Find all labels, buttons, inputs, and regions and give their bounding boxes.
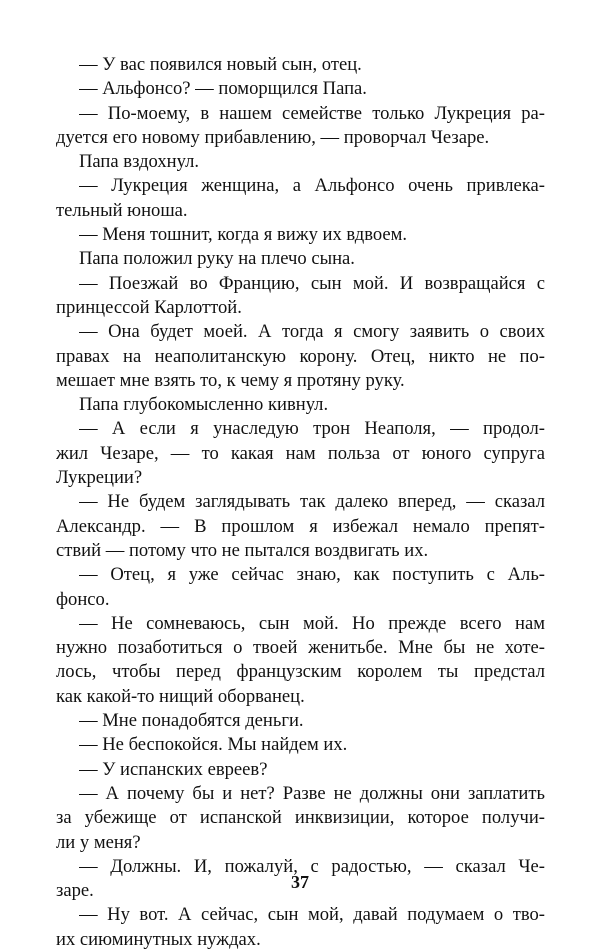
text-line: — Не будем заглядывать так далеко вперед, — сказал bbox=[79, 491, 545, 513]
text-line: — Не сомневаюсь, сын мой. Но прежде всего нам bbox=[79, 612, 545, 634]
page-text bbox=[56, 53, 545, 952]
text-line: — У испанских евреев? bbox=[79, 758, 268, 780]
text-line: — Она будет моей. А тогда я смогу заявить о своих bbox=[79, 321, 545, 343]
text-line: Лукреции? bbox=[56, 467, 143, 489]
text-line: фонсо. bbox=[56, 588, 110, 610]
text-line: — Мне понадобятся деньги. bbox=[79, 710, 304, 732]
text-line: ли у меня? bbox=[56, 831, 141, 853]
text-line: — По-моему, в нашем семействе только Лукреция ра- bbox=[79, 102, 545, 124]
text-line: нужно позаботиться о твоей женитьбе. Мне бы не хоте- bbox=[56, 637, 545, 659]
text-line: принцессой Карлоттой. bbox=[56, 296, 242, 318]
text-line: — Ну вот. А сейчас, сын мой, давай подумаем о тво- bbox=[79, 904, 545, 926]
text-line: лось, чтобы перед французским королем ты предстал bbox=[56, 661, 545, 683]
text-line: как какой-то нищий оборванец. bbox=[56, 685, 305, 707]
text-line: правах на неаполитанскую корону. Отец, никто не по- bbox=[56, 345, 545, 367]
text-line: Папа вздохнул. bbox=[79, 151, 200, 173]
text-line: — Меня тошнит, когда я вижу их вдвоем. bbox=[79, 224, 408, 246]
text-line: Папа положил руку на плечо сына. bbox=[79, 248, 355, 270]
text-line: — А почему бы и нет? Разве не должны они заплатить bbox=[79, 782, 545, 804]
text-line: — Должны. И, пожалуй, с радостью, — сказал Че- bbox=[79, 855, 545, 877]
text-line: жил Чезаре, — то какая нам польза от юного супруга bbox=[56, 442, 545, 464]
text-line: — Отец, я уже сейчас знаю, как поступить с Аль- bbox=[79, 564, 545, 586]
text-line: тельный юноша. bbox=[56, 199, 188, 221]
text-line: — Альфонсо? — поморщился Папа. bbox=[79, 78, 367, 100]
text-line: Александр. — В прошлом я избежал немало препят- bbox=[56, 515, 545, 537]
text-line: — Лукреция женщина, а Альфонсо очень привлека- bbox=[79, 175, 545, 197]
text-line: мешает мне взять то, к чему я протяну руку. bbox=[56, 369, 405, 391]
text-line: заре. bbox=[56, 880, 94, 902]
text-line: — У вас появился новый сын, отец. bbox=[79, 54, 362, 75]
text-line: — А если я унаследую трон Неаполя, — продол- bbox=[79, 418, 545, 440]
text-line: за убежище от испанской инквизиции, которое получи- bbox=[56, 807, 545, 829]
text-line: Папа глубокомысленно кивнул. bbox=[79, 394, 329, 416]
text-line: их сиюминутных нуждах. bbox=[56, 928, 261, 950]
text-line: — Поезжай во Францию, сын мой. И возвращайся с bbox=[79, 272, 545, 294]
text-line: — Не беспокойся. Мы найдем их. bbox=[79, 734, 348, 756]
text-line: ствий — потому что не пытался воздвигать их. bbox=[56, 539, 429, 561]
text-line: дуется его новому прибавлению, — проворчал Чезаре. bbox=[56, 126, 490, 148]
page-number: 37 bbox=[291, 872, 309, 892]
